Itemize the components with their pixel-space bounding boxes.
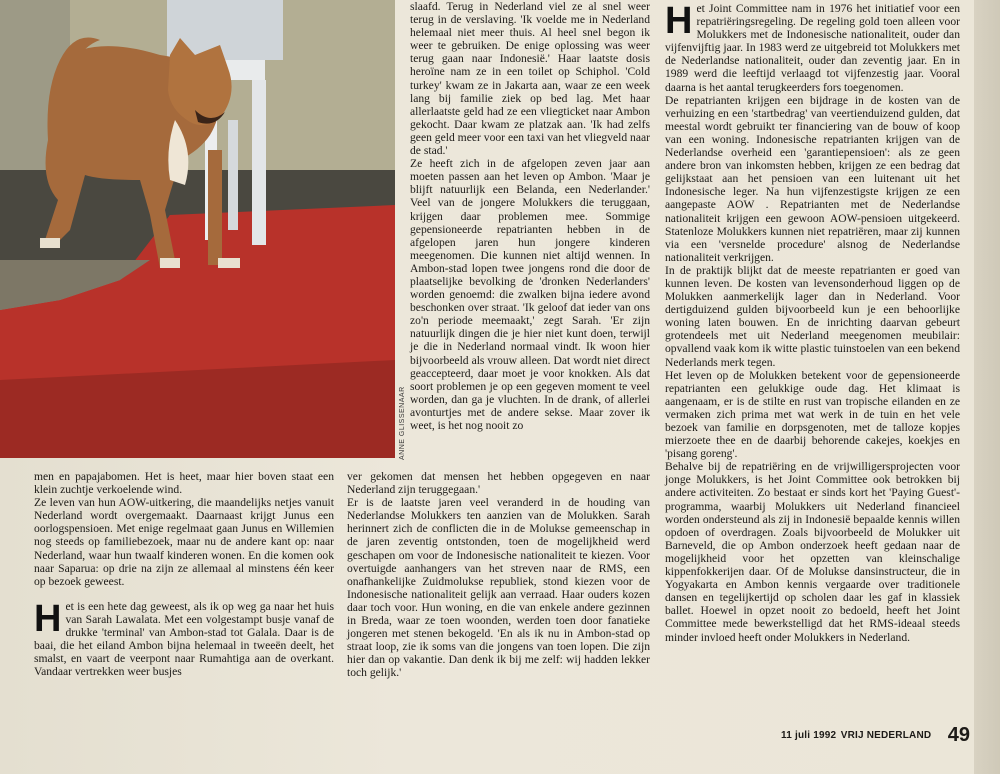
section-spacer <box>34 588 334 600</box>
paragraph-text: et Joint Committee nam in 1976 het initiatief voor een repatriëringsregeling. De regeling gold toen alleen voor Molukkers met de Indonesische nationaliteit, ouder dan vijfenvijftig jaar. In 1983 werd ze uitgebreid tot Molukkers met de Nederlandse nationaliteit, ouder dan zeventig jaar. En in 1989 werd die leeftijd verlaagd tot vijfenzestig jaar. Vooral daarna is het aantal terugkeerders fors toegenomen. <box>665 2 960 94</box>
article-column-1 <box>34 470 334 678</box>
drop-cap: H <box>34 597 62 640</box>
photo-dog-on-steps <box>0 0 395 458</box>
article-column-2-top <box>410 0 650 432</box>
paragraph-text: et is een hete dag geweest, als ik op weg ga naar het huis van Sarah Lawalata. Met een volgestampt busje vanaf de drukke 'terminal' van Ambon-stad tot Galala. Daar is de baai, die het eiland Ambon bijna helemaal in tweeën deelt, het smalst, en vaart de veerpont naar Rumahtiga aan de overkant. Vandaar vertrekken weer busjes <box>34 599 334 679</box>
paragraph: Ze heeft zich in de afgelopen zeven jaar aan moeten passen aan het leven op Ambon. 'Maar je blijft natuurlijk een Belanda, een Nederlander.' Veel van de jongere Molukkers die teruggaan, krijgen daar problemen mee. Sommige gepensioneerde repatrianten hebben in de afgelopen jaren hun jongere kinderen meegenomen. Die kunnen niet altijd wennen. In Ambon-stad lopen twee jongens rond die door de plaatselijke bevolking de 'dronken Nederlanders' worden genoemd: die zwalken bijna iedere avond beschonken over straat. 'Ik geloof dat ieder van ons zo'n periode meemaakt,' zegt Sarah. 'Er zijn natuurlijk dingen die je hier niet kunt doen, terwijl je die in Nederland normaal vindt. Ik woon hier bijvoorbeeld als vrouw alleen. Dat wordt niet direct geaccepteerd, daar moet je voor knokken. Als dat soort problemen je op een gegeven moment te veel worden, dan ga je vluchten. In de drank, of allerlei avonturtjes met de andere sekse. Maar zover ik weet, is het nog nooit zo <box>410 157 650 432</box>
paragraph-with-initial <box>665 2 960 94</box>
paragraph: In de praktijk blijkt dat de meeste repatrianten er goed van kunnen leven. De kosten van levensonderhoud liggen op de Molukken aanmerkelijk lager dan in Nederland. Voor dertigduizend gulden bijvoorbeeld kun je een behoorlijke woning laten bouwen. En de inrichting daarvan gebeurt grotendeels met uit Nederland meegenomen meubilair: opvallend vaak kom ik witte plastic tuinstoelen van een bekend Nederlands merk tegen. <box>665 263 960 369</box>
paragraph-with-initial <box>34 597 334 679</box>
article-column-2-bottom <box>347 470 650 680</box>
page-edge <box>974 0 1000 774</box>
photo-credit: ANNE GLISSENAAR <box>399 386 406 460</box>
page-footer <box>781 724 970 747</box>
paragraph: Er is de laatste jaren veel veranderd in de houding van Nederlandse Molukkers ten aanzien van de Molukken. Sarah herinnert zich de conflicten die in de Molukse gemeenschap in de jaren zeventig ontstonden, toen de mogelijkheid werd geschapen om voor de Indonesische nationaliteit te kiezen. Voor overtuigde aanhangers van het streven naar de RMS, een onafhankelijke Zuidmolukse republiek, stond kiezen voor de Indonesische nationaliteit gelijk aan verraad. Haar ouders kozen daar toch voor. Hun woning, en die van enkele andere gezinnen in Breda, waar ze toen woonden, werden toen door fanatieke jongeren met stenen bekogeld. 'En als ik nu in Ambon-stad op straat loop, zie ik soms van die jongens van toen lopen. Die zijn hier dan op vakantie. Dan denk ik bij me zelf: wij hadden lekker toch gelijk.' <box>347 496 650 680</box>
paragraph: Behalve bij de repatriëring en de vrijwilligersprojecten voor jonge Molukkers, is het Joint Committee ook betrokken bij andere activiteiten. Zo bestaat er sinds kort het 'Paying Guest'-programma, waarbij Molukkers uit Nederland financieel worden ondersteund als zij in Indonesië bepaalde kennis willen opdoen of overdragen. Zoals bijvoorbeeld de Molukker uit Barneveld, die op Ambon onderzoek heeft gedaan naar de mogelijkheid voor het opzetten van kleinschalige kippenfokkerijen daar. Of de Molukse dansinstructeur, die in Yogyakarta en Ambon kennis vergaarde over traditionele dansen en tegelijkertijd op scholen daar les gaf in klassiek ballet. Hoewel in opzet nooit zo bedoeld, heeft het Joint Committee mede bewerkstelligd dat het RMS-ideaal steeds minder invloed heeft onder Molukkers in Nederland. <box>665 460 960 644</box>
drop-cap: H <box>665 0 693 42</box>
dog-photo-illustration <box>0 0 395 458</box>
paragraph: Ze leven van hun AOW-uitkering, die maandelijks netjes vanuit Nederland wordt overgemaakt. Daarnaast krijgt Junus een oorlogspensioen. Met enige regelmaat gaan Junus en Willemien nog steeds op familiebezoek, maar nu de andere kant op: naar Nederland, waar hun twaalf kinderen wonen. En die komen ook naar Saparua: op drie na zijn ze allemaal al minstens één keer op bezoek geweest. <box>34 496 334 588</box>
paragraph: Het leven op de Molukken betekent voor de gepensioneerde repatrianten een gelukkige oude dag. Het klimaat is aangenaam, er is de stilte en rust van tropische eilanden en ze vermaken zich prima met wat werk in de tuin en het vele bezoek van familie en dorpsgenoten, met de talloze kopjes mierzoete thee en de daarbij behorende cakejes, koekjes en 'pisang goreng'. <box>665 368 960 461</box>
paragraph: men en papajabomen. Het is heet, maar hier boven staat een klein zuchtje verkoelende wind. <box>34 470 334 497</box>
paragraph: De repatrianten krijgen een bijdrage in de kosten van de verhuizing en een 'startbedrag' van veertienduizend gulden, dat meestal wordt gebruikt ter financiering van de bouw of koop van een woning. Indonesische repatrianten krijgen van de Nederlandse overheid een 'garantiepensioen': als ze geen andere bron van inkomsten hebben, krijgen ze een bedrag dat gelijkstaat aan het pensioen van een luitenant uit het Indonesische leger. Na hun vijfenzestigste krijgen ze een aangepaste AOW . Repatrianten met de Nederlandse nationaliteit krijgen een gewoon AOW-pensioen uitgekeerd. Statenloze Molukkers kunnen niet repatriëren, maar zij kunnen via een 'versnelde procedure' alsnog de Nederlandse nationaliteit verkrijgen. <box>665 93 960 264</box>
article-column-3 <box>665 2 960 644</box>
issue-date: 11 juli 1992 <box>781 730 837 741</box>
paragraph: ver gekomen dat mensen het hebben opgegeven en naar Nederland zijn teruggegaan.' <box>347 470 650 497</box>
page-number: 49 <box>947 724 970 746</box>
paragraph: slaafd. Terug in Nederland viel ze al snel weer terug in de verslaving. 'Ik voelde me in Nederland helemaal niet meer thuis. Al heel snel begon ik weer te gebruiken. De enige oplossing was weer terug gaan naar Indonesië.' Haar laatste dosis heroïne nam ze in een toilet op Schiphol. 'Cold turkey' kwam ze in Jakarta aan, waar ze een week lang bij familie ziek op bed lag. Met haar allerlaatste geld had ze een vliegticket naar Ambon gekocht. Daar kwam ze platzak aan. 'Ik had zelfs geen geld meer voor een taxi van het vliegveld naar de stad.' <box>410 0 650 158</box>
magazine-name: VRIJ NEDERLAND <box>840 730 932 741</box>
